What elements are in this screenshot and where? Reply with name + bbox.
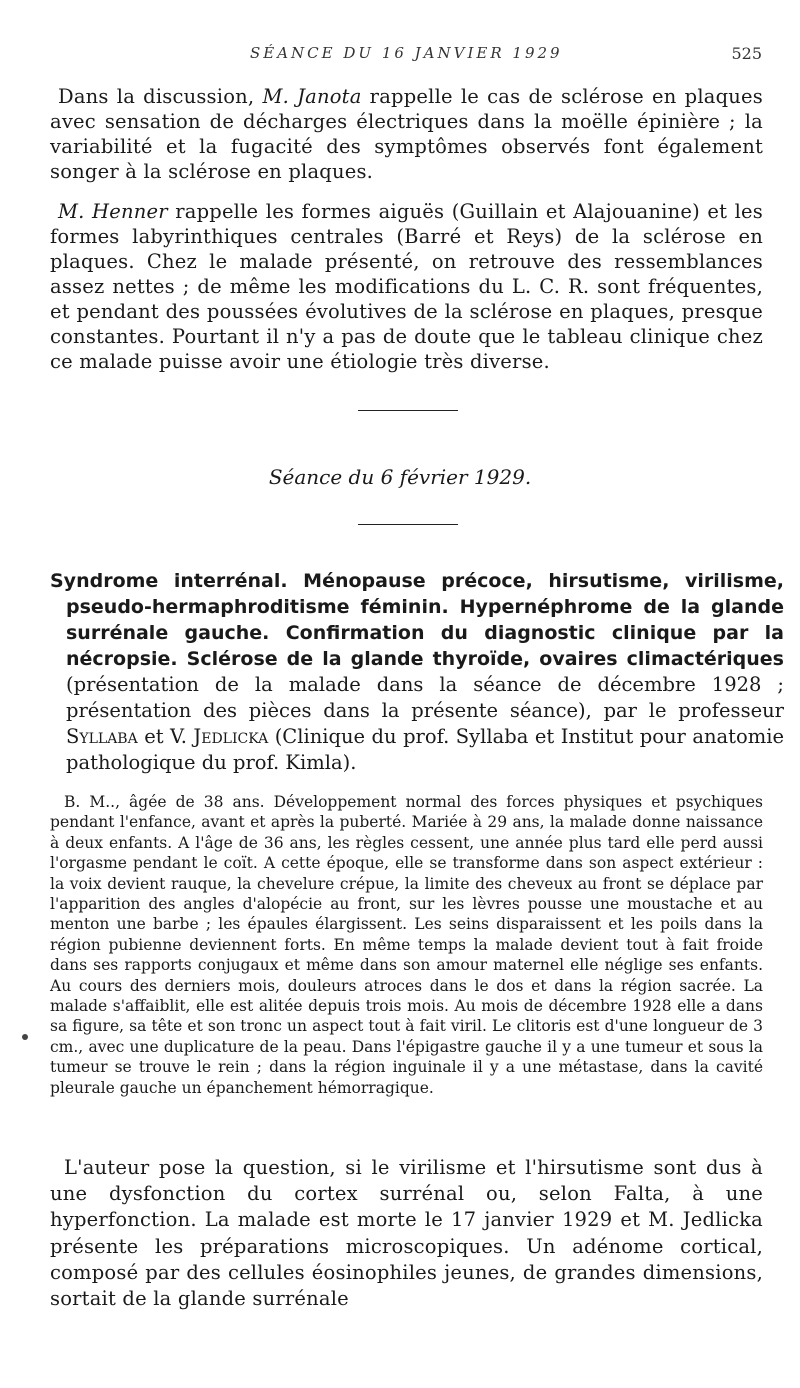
article-title-note: (présentation de la malade dans la séance de décembre 1928 ; présentation des pièces dans la présente séance), par le professeur	[66, 673, 784, 722]
page-header	[0, 44, 800, 74]
section-divider-bottom	[358, 524, 458, 525]
section-divider-top	[358, 410, 458, 411]
discussion-paragraph-janota	[50, 84, 763, 184]
page-number: 525	[731, 44, 762, 63]
article-title-affiliation: (Clinique du prof. Syllaba et Institut pour anatomie pathologique du prof. Kimla).	[66, 725, 785, 774]
article-title-bold: Syndrome interrénal. Ménopause précoce, hirsutisme, virilisme, pseudo-hermaphroditisme féminin. Hypernéphrome de la glande surrénale gauche. Confirmation du diagnostic clinique par la nécropsie. Sclérose de la glande thyroïde, ovaires climactériques	[50, 570, 784, 670]
paragraph-lead: Dans la discussion,	[58, 85, 263, 108]
discussion-paragraph-henner	[50, 199, 763, 374]
paragraph-text: rappelle les formes aiguës (Guillain et Alajouanine) et les formes labyrinthiques centrales (Barré et Reys) de la sclérose en plaques. Chez le malade présenté, on retrouve des ressemblances assez nettes ; de même les modifications du L. C. R. sont fréquentes, et pendant des poussées évolutives de la sclérose en plaques, presque constantes. Pourtant il n'y a pas de doute que le tableau clinique chez ce malade puisse avoir une étiologie très diverse.	[50, 200, 763, 373]
article-title-note: et V.	[137, 725, 194, 748]
running-title: SÉANCE DU 16 JANVIER 1929	[250, 44, 563, 62]
author-question-paragraph: L'auteur pose la question, si le virilisme et l'hirsutisme sont dus à une dysfonction du cortex surrénal ou, selon Falta, à une hyperfonction. La malade est morte le 17 janvier 1929 et M. Jedlicka présente les préparations microscopiques. Un adénome cortical, composé par des cellules éosinophiles jeunes, de grandes dimensions, sortait de la glande surrénale	[50, 1156, 763, 1311]
case-report: B. M.., âgée de 38 ans. Développement normal des forces physiques et psychiques pendant l'enfance, avant et après la puberté. Mariée à 29 ans, la malade donne naissance à deux enfants. A l'âge de 36 ans, les règles cessent, une année plus tard elle perd aussi l'orgasme pendant le coït. A cette époque, elle se transforme dans son aspect extérieur : la voix devient rauque, la chevelure crépue, la limite des cheveux au front se déplace par l'apparition des angles d'alopécie au front, sur les lèvres pousse une moustache et au menton une barbe ; les épaules élargissent. Les seins disparaissent et les poils dans la région pubienne deviennent forts. En même temps la malade devient tout à fait froide dans ses rapports conjugaux et même dans son amour maternel elle néglige ses enfants. Au cours des derniers mois, douleurs atroces dans le dos et dans la région sacrée. La malade s'affaiblit, elle est alitée depuis trois mois. Au mois de décembre 1928 elle a dans sa figure, sa tête et son tronc un aspect tout à fait viril. Le clitoris est d'une longueur de 3 cm., avec une duplicature de la peau. Dans l'épigastre gauche il y a une tumeur et sous la tumeur se trouve le rein ; dans la région inguinale il y a une métastase, dans la cavité pleurale gauche un épanchement hémorragique.	[50, 793, 763, 1097]
article-title	[50, 568, 784, 776]
author-jedlicka: Jedlicka	[193, 725, 269, 748]
speaker-name: M. Henner	[58, 200, 168, 223]
paragraph-text: rappelle le cas de sclérose en plaques avec sensation de décharges électriques dans la moëlle épinière ; la variabilité et la fugacité des symptômes observés font également songer à la sclérose en plaques.	[50, 85, 764, 183]
margin-dot-mark	[22, 1034, 28, 1040]
speaker-name: M. Janota	[262, 85, 362, 108]
author-syllaba: Syllaba	[66, 725, 138, 748]
seance-heading: Séance du 6 février 1929.	[268, 465, 532, 489]
